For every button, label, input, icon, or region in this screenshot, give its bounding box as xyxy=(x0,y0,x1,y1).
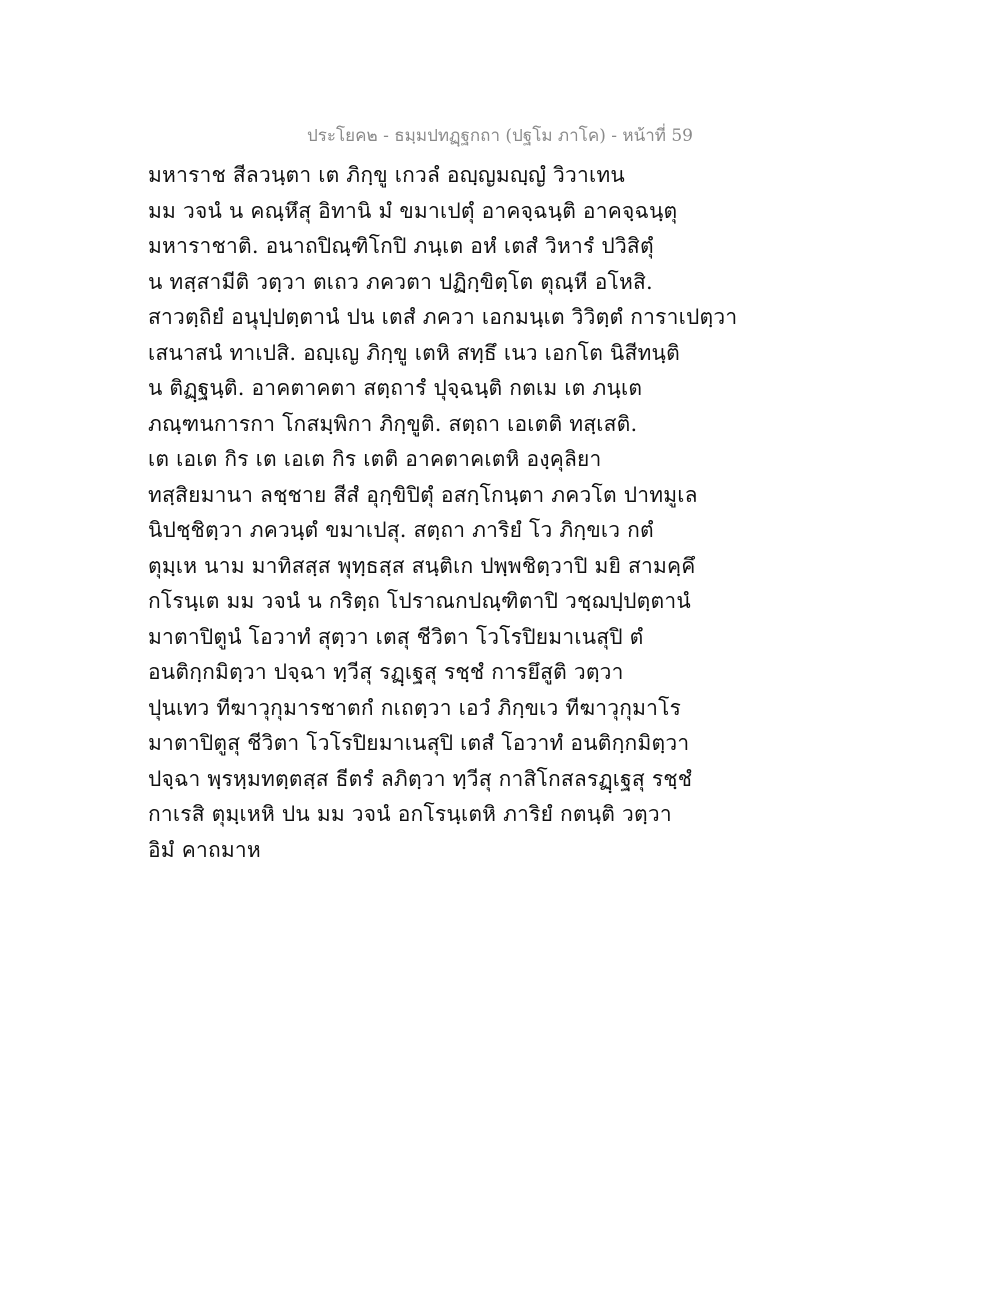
text-line-9: เต เอเต กิร เต เอเต กิร เตติ อาคตาคเตหิ องฺคุลิยา xyxy=(148,447,602,471)
text-line-16: ปุนเทว ทีฆาวุกุมารชาตกํ กเถตฺวา เอวํ ภิกฺขเว ทีฆาวุกุมาโร xyxy=(148,695,682,720)
text-line-13: กโรนฺเต มม วจนํ น กริตฺถ โปราณกปณฺฑิตาปิ วชฺฌปฺปตฺตานํ xyxy=(148,589,691,613)
text-line-19: กาเรสิ ตุมฺเหหิ ปน มม วจนํ อกโรนฺเตหิ ภาริยํ กตนฺติ วตฺวา xyxy=(148,802,672,826)
text-line-11: นิปชฺชิตฺวา ภควนฺตํ ขมาเปสุ. สตฺถา ภาริยํ โว ภิกฺขเว กตํ xyxy=(148,518,654,542)
text-line-2: มม วจนํ น คณฺหึสุ อิทานิ มํ ขมาเปตุํ อาคจฺฉนฺติ อาคจฺฉนฺตุ xyxy=(148,198,678,223)
text-line-12: ตุมฺเห นาม มาทิสสฺส พุทฺธสฺส สนฺติเก ปพฺพชิตฺวาปิ มยิ สามคฺคึ xyxy=(148,553,696,578)
text-line-17: มาตาปิตูสุ ชีวิตา โวโรปิยมาเนสุปิ เตสํ โอวาทํ อนติกฺกมิตฺวา xyxy=(148,731,690,755)
text-line-10: ทสฺสิยมานา ลชฺชาย สีสํ อุกฺขิปิตุํ อสกฺโกนฺตา ภควโต ปาทมูเล xyxy=(148,482,698,507)
running-header-text: ประโยค๒ - ธมฺมปทฏฺฐกถา (ปฐโม ภาโค) - หน้าที่ 59 xyxy=(307,126,693,146)
body-text xyxy=(148,158,848,868)
text-line-7: น ติฏฺฐนฺติ. อาคตาคตา สตฺถารํ ปุจฺฉนฺติ กตเม เต ภนฺเต xyxy=(148,376,643,400)
text-line-14: มาตาปิตูนํ โอวาทํ สุตฺวา เตสุ ชีวิตา โวโรปิยมาเนสุปิ ตํ xyxy=(148,624,644,649)
text-line-20: อิมํ คาถมาห xyxy=(148,837,261,862)
text-line-18: ปจฺฉา พฺรหฺมทตฺตสฺส ธีตรํ ลภิตฺวา ทฺวีสุ กาสิโกสลรฏฺเฐสุ รชฺชํ xyxy=(148,766,693,791)
running-header xyxy=(0,122,1000,149)
text-line-5: สาวตฺถิยํ อนุปฺปตฺตานํ ปน เตสํ ภควา เอกมนฺเต วิวิตฺตํ การาเปตฺวา xyxy=(148,305,738,329)
text-line-8: ภณฺฑนการกา โกสมฺพิกา ภิกฺขูติ. สตฺถา เอเตติ ทสฺเสติ. xyxy=(148,411,638,436)
text-line-1: มหาราช สีลวนฺตา เต ภิกฺขู เกวลํ อญฺญมญฺญํ วิวาเทน xyxy=(148,163,625,187)
text-line-4: น ทสฺสามีติ วตฺวา ตเถว ภควตา ปฏิกฺขิตฺโต ตุณฺหี อโหสิ. xyxy=(148,269,653,294)
text-line-15: อนติกฺกมิตฺวา ปจฺฉา ทฺวีสุ รฏฺเฐสุ รชฺชํ การยึสูติ วตฺวา xyxy=(148,660,624,684)
text-line-3: มหาราชาติ. อนาถปิณฺฑิโกปิ ภนฺเต อหํ เตสํ วิหารํ ปวิสิตุํ xyxy=(148,234,654,258)
text-line-6: เสนาสนํ ทาเปสิ. อญฺเญ ภิกฺขู เตหิ สทฺธึ เนว เอกโต นิสีทนฺติ xyxy=(148,340,680,365)
